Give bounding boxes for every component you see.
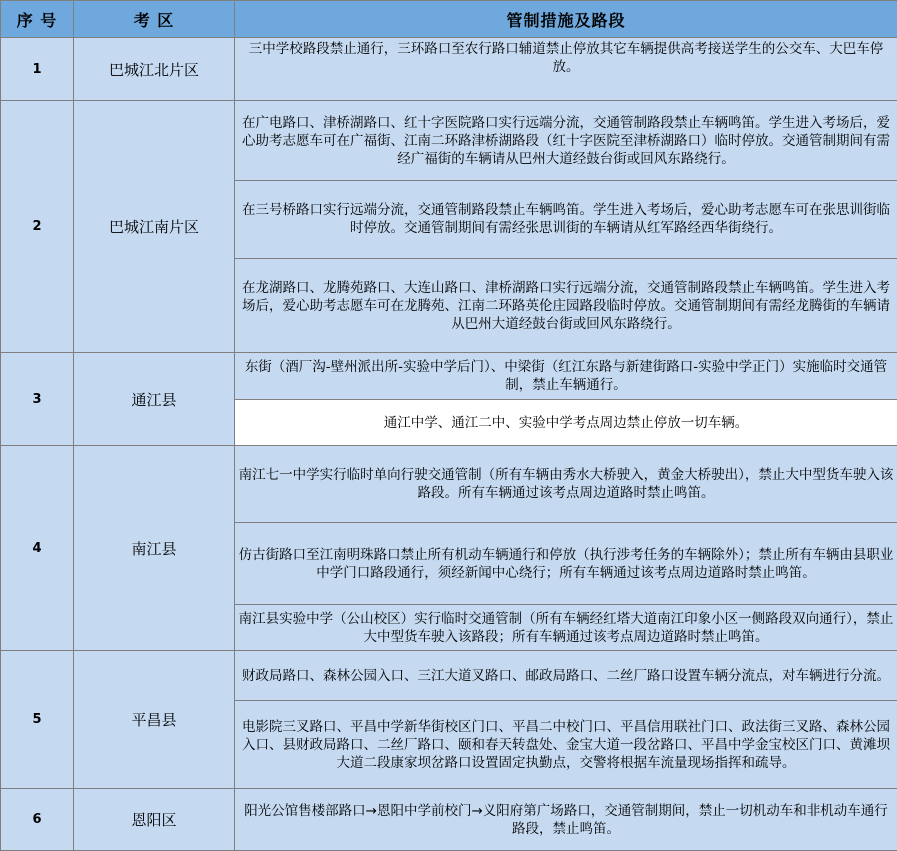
area-cell: 南江县 [74, 446, 235, 651]
header-seq: 序 号 [1, 1, 74, 38]
area-cell: 恩阳区 [74, 789, 235, 851]
header-area: 考 区 [74, 1, 235, 38]
measure-cell: 三中学校路段禁止通行，三环路口至农行路口辅道禁止停放其它车辆提供高考接送学生的公交车、大巴车停放。 [235, 38, 897, 101]
measure-cell: 阳光公馆售楼部路口→恩阳中学前校门→义阳府第广场路口，交通管制期间，禁止一切机动车和非机动车通行路段，禁止鸣笛。 [235, 789, 897, 851]
seq-cell: 3 [1, 353, 74, 446]
measure-cell: 在广电路口、津桥湖路口、红十字医院路口实行远端分流，交通管制路段禁止车辆鸣笛。学生进入考场后，爱心助考志愿车可在广福街、江南二环路津桥湖路段（红十字医院至津桥湖路口）临时停放。交通管制期间有需经广福街的车辆请从巴州大道经鼓台街或回风东路绕行。 [235, 101, 897, 181]
area-cell: 巴城江北片区 [74, 38, 235, 101]
measure-cell: 仿古街路口至江南明珠路口禁止所有机动车辆通行和停放（执行涉考任务的车辆除外）；禁止所有车辆由县职业中学门口路段通行，须经新闻中心绕行；所有车辆通过该考点周边道路时禁止鸣笛。 [235, 523, 897, 605]
table-row [1, 353, 897, 400]
table-row [1, 651, 897, 701]
seq-cell: 6 [1, 789, 74, 851]
seq-cell: 2 [1, 101, 74, 353]
measure-cell: 南江七一中学实行临时单向行驶交通管制（所有车辆由秀水大桥驶入，黄金大桥驶出），禁止大中型货车驶入该路段。所有车辆通过该考点周边道路时禁止鸣笛。 [235, 446, 897, 523]
table-row [1, 789, 897, 851]
seq-cell: 5 [1, 651, 74, 789]
table-row [1, 446, 897, 523]
measure-cell: 在三号桥路口实行远端分流，交通管制路段禁止车辆鸣笛。学生进入考场后，爱心助考志愿车可在张思训街临时停放。交通管制期间有需经张思训街的车辆请从红军路经西华街绕行。 [235, 181, 897, 259]
measure-cell: 电影院三叉路口、平昌中学新华街校区门口、平昌二中校门口、平昌信用联社门口、政法街三叉路、森林公园入口、县财政局路口、二丝厂路口、颐和春天转盘处、金宝大道一段岔路口、平昌中学金宝校区门口、黄滩坝大道二段康家坝岔路口设置固定执勤点，交警将根据车流量现场指挥和疏导。 [235, 701, 897, 789]
header-measures: 管制措施及路段 [235, 1, 897, 38]
area-cell: 平昌县 [74, 651, 235, 789]
seq-cell: 4 [1, 446, 74, 651]
area-cell: 通江县 [74, 353, 235, 446]
area-cell: 巴城江南片区 [74, 101, 235, 353]
header-row [1, 1, 897, 38]
table-row [1, 101, 897, 181]
seq-cell: 1 [1, 38, 74, 101]
measure-cell: 南江县实验中学（公山校区）实行临时交通管制（所有车辆经红塔大道南江印象小区一侧路段双向通行），禁止大中型货车驶入该路段；所有车辆通过该考点周边道路时禁止鸣笛。 [235, 605, 897, 651]
measure-cell: 通江中学、通江二中、实验中学考点周边禁止停放一切车辆。 [235, 400, 897, 446]
measure-cell: 东街（酒厂沟-壁州派出所-实验中学后门）、中梁街（红江东路与新建街路口-实验中学正门）实施临时交通管制，禁止车辆通行。 [235, 353, 897, 400]
measure-cell: 在龙湖路口、龙腾苑路口、大连山路口、津桥湖路口实行远端分流，交通管制路段禁止车辆鸣笛。学生进入考场后，爱心助考志愿车可在龙腾苑、江南二环路英伦庄园路段临时停放。交通管制期间有需经龙腾街的车辆请从巴州大道经鼓台街或回风东路绕行。 [235, 259, 897, 353]
measure-cell: 财政局路口、森林公园入口、三江大道叉路口、邮政局路口、二丝厂路口设置车辆分流点，对车辆进行分流。 [235, 651, 897, 701]
table-row [1, 38, 897, 101]
